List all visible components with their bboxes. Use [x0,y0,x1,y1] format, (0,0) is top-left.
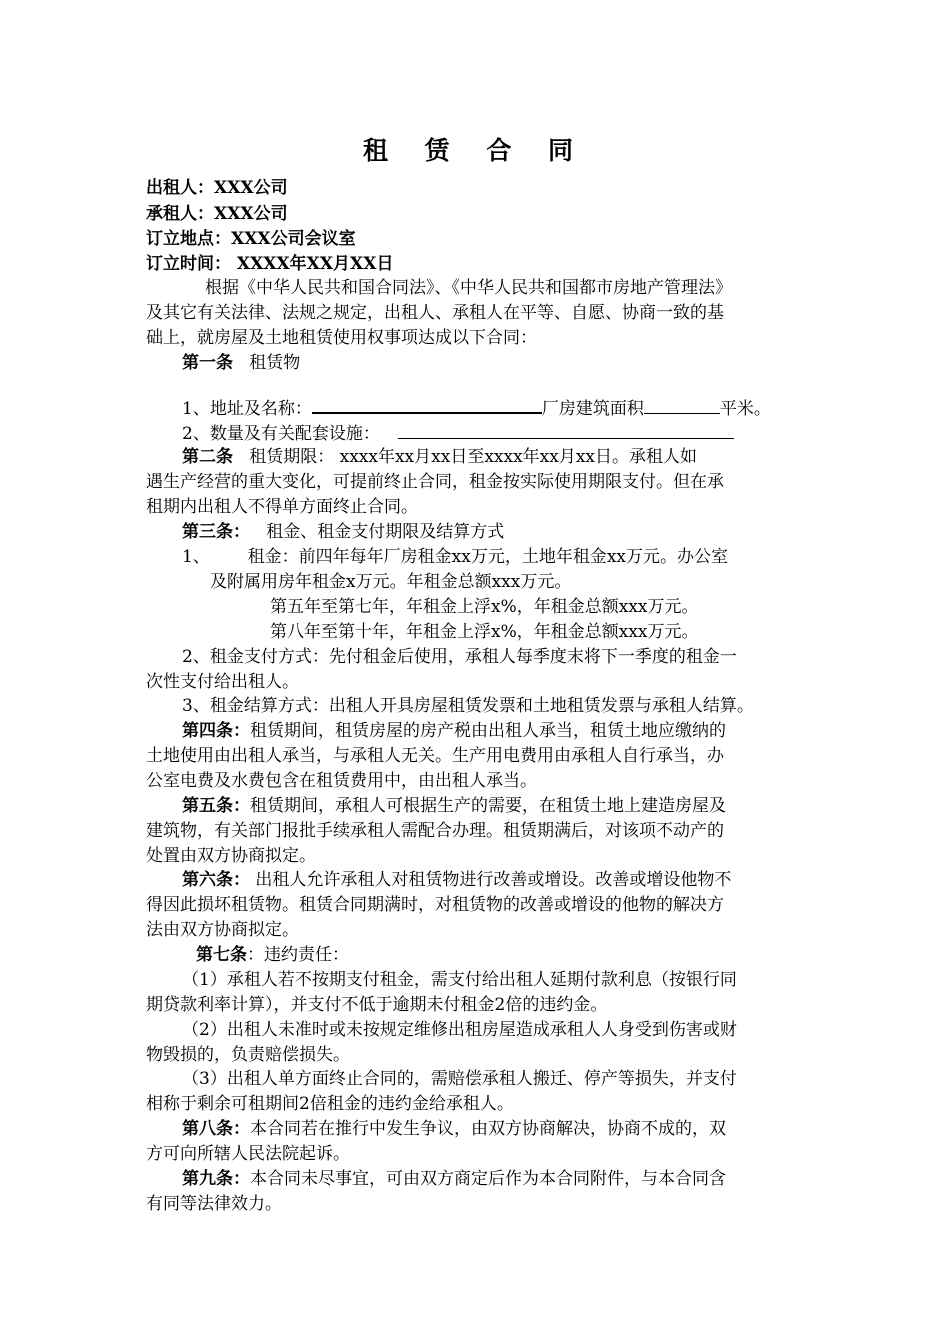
article-2-line: 租期内出租人不得单方面终止合同。 [146,497,418,517]
article-3-line: 3、租金结算方式：出租人开具房屋租赁发票和土地租赁发票与承租人结算。 [182,696,754,716]
article-1-heading [182,350,852,376]
article-2-line: 遇生产经营的重大变化，可提前终止合同，租金按实际使用期限支付。但在承 [146,472,724,492]
article-heading: 第四条： [182,721,250,741]
article-2-line: 第二条 租赁期限： xxxx年xx月xx日至xxxx年xx月xx日。承租人如 [182,447,698,467]
article-5-line: 建筑物，有关部门报批手续承租人需配合办理。租赁期满后，对该项不动产的 [146,821,724,841]
article-7-clause-3: 相称于剩余可租期间2倍租金的违约金给承租人。 [146,1094,514,1114]
article-6-line: 法由双方协商拟定。 [146,920,299,940]
area-blank[interactable] [644,396,720,414]
preamble-line: 及其它有关法律、法规之规定，出租人、承租人在平等、自愿、协商一致的基 [146,303,724,323]
article-heading: 第九条： [182,1169,250,1189]
article-heading: 第五条： [182,796,250,816]
document-title: 租 赁 合 同 [362,136,588,165]
signing-time-line: 订立时间： XXXX年XX月XX日 [146,254,394,274]
article-3-item-1: 1、 租金：前四年每年厂房租金xx万元，土地年租金xx万元。办公室 [182,547,729,567]
article-3-line: 及附属用房年租金x万元。年租金总额xxx万元。 [210,572,572,592]
article-1-item-2: 2、数量及有关配套设施： [182,421,852,447]
article-5-line: 处置由双方协商拟定。 [146,846,316,866]
article-heading: 第三条： [182,522,250,542]
article-3-line: 第五年至第七年，年租金上浮x%，年租金总额xxx万元。 [270,597,699,617]
article-7-clause-3: （3）出租人单方面终止合同的，需赔偿承租人搬迁、停产等损失，并支付 [182,1069,737,1089]
article-8-line: 第八条：本合同若在推行中发生争议，由双方协商解决，协商不成的，双 [182,1119,726,1139]
article-7-clause-2: 物毁损的，负责赔偿损失。 [146,1045,350,1065]
article-4-line: 土地使用由出租人承当，与承租人无关。生产用电费用由承租人自行承当，办 [146,746,724,766]
article-heading: 第七条 [196,945,247,965]
article-heading: 第六条： [182,870,250,890]
article-8-line: 方可向所辖人民法院起诉。 [146,1144,350,1164]
article-heading: 第二条 [182,447,233,467]
article-3-line: 第八年至第十年，年租金上浮x%，年租金总额xxx万元。 [270,622,699,642]
article-5-line: 第五条：租赁期间，承租人可根据生产的需要，在租赁土地上建造房屋及 [182,796,726,816]
article-3-line: 2、租金支付方式：先付租金后使用，承租人每季度末将下一季度的租金一 [182,647,737,667]
article-6-line: 得因此损坏租赁物。租赁合同期满时，对租赁物的改善或增设的他物的解决方 [146,895,724,915]
article-heading: 第一条 [182,353,233,373]
article-4-line: 公室电费及水费包含在租赁费用中，由出租人承当。 [146,771,537,791]
article-3-heading: 第三条： 租金、租金支付期限及结算方式 [182,522,505,542]
signing-place-line: 订立地点：XXX公司会议室 [146,229,356,249]
article-7-heading: 第七条：违约责任： [196,945,349,965]
article-9-line: 第九条：本合同未尽事宜，可由双方商定后作为本合同附件，与本合同含 [182,1169,726,1189]
lessee-line: 承租人：XXX公司 [146,204,288,224]
lessor-line: 出租人：XXX公司 [146,178,288,198]
article-7-clause-2: （2）出租人未准时或未按规定维修出租房屋造成承租人人身受到伤害或财 [182,1020,737,1040]
article-7-clause-1: （1）承租人若不按期支付租金，需支付给出租人延期付款利息（按银行同 [182,970,737,990]
article-6-line: 第六条： 出租人允许承租人对租赁物进行改善或增设。改善或增设他物不 [182,870,732,890]
article-1-item-1: 1、地址及名称： 厂房建筑面积 平米。 [182,395,852,422]
article-heading: 第八条： [182,1119,250,1139]
article-3-line: 次性支付给出租人。 [146,672,299,692]
preamble-line: 根据《中华人民共和国合同法》、《中华人民共和国都市房地产管理法》 [205,278,732,298]
article-title: 租赁物 [249,353,301,373]
address-blank[interactable] [312,395,542,414]
preamble-line: 础上，就房屋及土地租赁使用权事项达成以下合同： [146,328,537,348]
article-4-line: 第四条：租赁期间，租赁房屋的房产税由出租人承当，租赁土地应缴纳的 [182,721,726,741]
article-9-line: 有同等法律效力。 [146,1194,282,1214]
article-7-clause-1: 期贷款利率计算），并支付不低于逾期未付租金2倍的违约金。 [146,995,608,1015]
facilities-blank[interactable] [398,421,734,439]
